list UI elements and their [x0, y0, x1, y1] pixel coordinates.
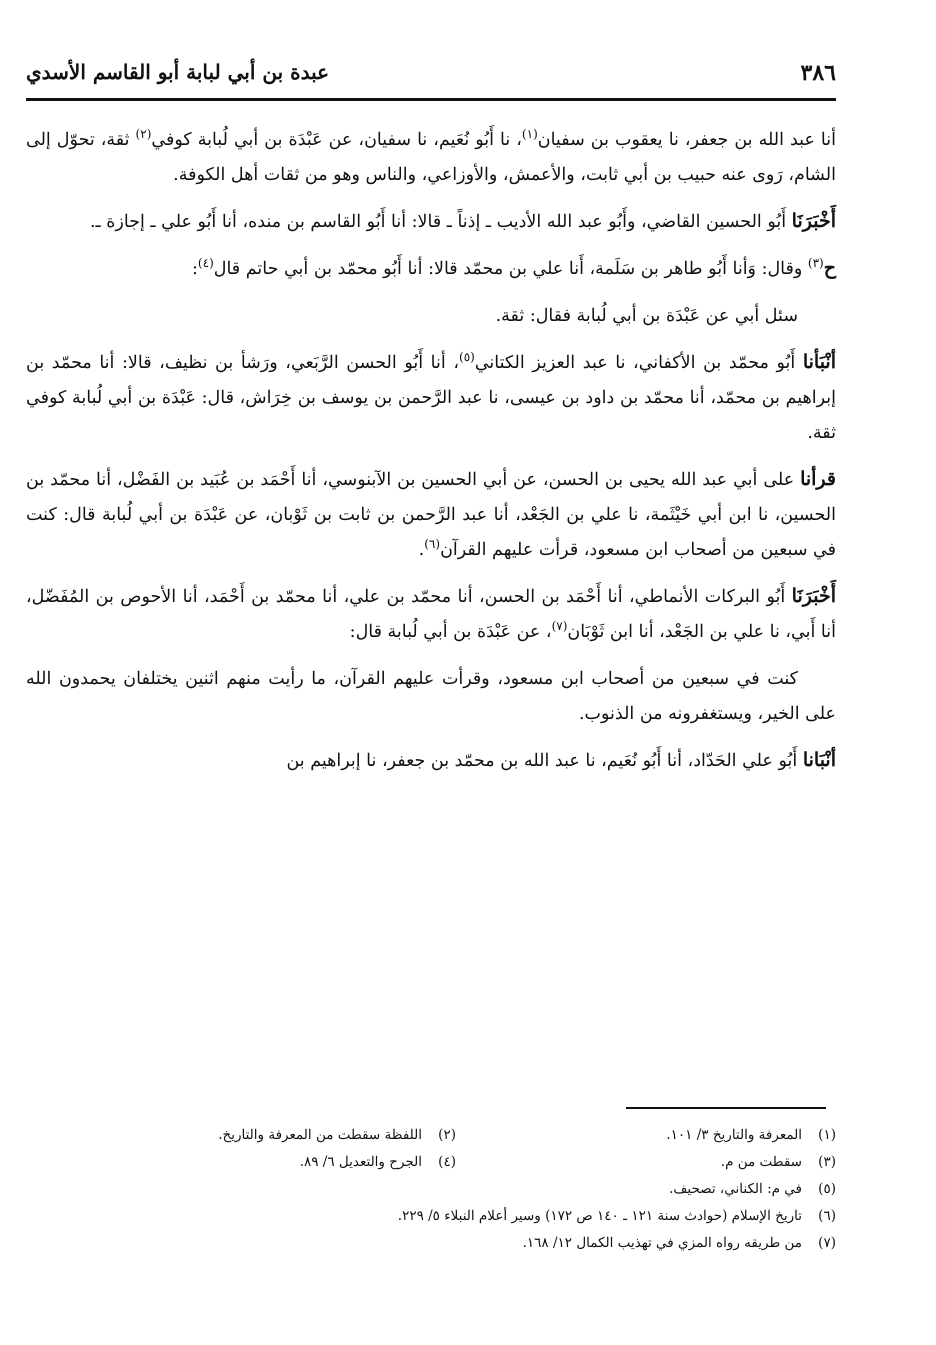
page-header — [26, 58, 836, 98]
body-text — [26, 122, 836, 790]
paragraph-text: ثقة، تحوّل إلى الشام، رَوى عنه حبيب بن أبي ثابت، والأعمش، والأوزاعي، والناس وهو من ثقات أهل الكوفة. — [26, 130, 836, 185]
footnote-5 — [669, 1176, 836, 1203]
footnote-row — [150, 1176, 836, 1203]
footnote-number: (٧) — [818, 1235, 836, 1251]
paragraph-text: . — [418, 540, 425, 560]
footnote-ref: (٧) — [551, 619, 568, 634]
paragraph-text: كنت في سبعين من أصحاب ابن مسعود، وقرأت عليهم القرآن، ما رأيت منهم اثنين يختلفان يحمدون الله على الخير، ويستغفرونه من الذنوب. — [26, 669, 836, 724]
paragraph-lead: أَخْبَرَنَا — [791, 210, 836, 232]
paragraph-text: وقال: وَأنا أَبُو طاهر بن سَلَمة، أَنا علي بن محمّد قالا: أنا أَبُو محمّد بن أبي حاتم قال — [213, 259, 808, 279]
paragraph-lead: أنْبَأنا — [802, 351, 836, 373]
footnote-number: (٢) — [438, 1127, 456, 1143]
page-number: ٣٨٦ — [800, 60, 836, 86]
footnote-row — [150, 1149, 836, 1176]
footnote-text: اللفظة سقطت من المعرفة والتاريخ. — [218, 1127, 422, 1143]
paragraph-text: ، عن عَبْدَة بن أبي لُبابة قال: — [349, 622, 552, 642]
footnote-number: (٤) — [438, 1154, 456, 1170]
footnote-row — [150, 1203, 836, 1230]
footnote-ref: (٥) — [459, 350, 475, 365]
footnote-1 — [666, 1122, 836, 1149]
footnote-text: المعرفة والتاريخ ٣/ ١٠١. — [666, 1127, 802, 1143]
footnote-row — [150, 1230, 836, 1257]
footnote-ref: (١) — [521, 127, 538, 142]
paragraph-text: أَبُو البركات الأنماطي، أنا أَحْمَد بن الحسن، أنا محمّد بن علي، أنا محمّد بن أَحْمَد، أنا الأحوص بن المُفَضّل، أنا أَبي، نا علي بن الجَعْد، أنا ابن ثَوْبَان — [26, 587, 836, 642]
paragraph-lead: أنْبَانا — [802, 749, 836, 771]
paragraph-9 — [26, 743, 836, 779]
paragraph-7 — [26, 579, 836, 650]
footnote-2 — [218, 1122, 456, 1149]
footnote-text: من طريقه رواه المزي في تهذيب الكمال ١٢/ ١٦٨. — [522, 1235, 802, 1251]
paragraph-lead: ح — [823, 257, 836, 279]
running-title: عبدة بن أبي لبابة أبو القاسم الأسدي — [26, 60, 330, 84]
paragraph-4 — [26, 298, 836, 334]
paragraph-text: أَبُو محمّد بن الأكفاني، نا عبد العزيز الكتاني — [474, 353, 803, 373]
paragraph-text: على أبي عبد الله يحيى بن الحسن، عن أبي الحسين بن الآبنوسي، أنا أَحْمَد بن عُبَيد بن الفَضْل، أنا محمّد بن الحسين، نا ابن أبي خَيْثَمة، نا علي بن الجَعْد، أنا عبد الرَّحمن بن ثابت بن ثَوْبان، عن عَبْدَة بن أبي لُبابة قال: كنت في سبعين من أصحاب ابن مسعود، قرأت عليهم القرآن — [26, 470, 836, 560]
footnote-4 — [300, 1149, 456, 1176]
footnote-3 — [721, 1149, 836, 1176]
paragraph-text: : — [192, 259, 198, 279]
paragraph-text: أَبُو علي الحَدّاد، أنا أَبُو نُعَيم، نا عبد الله بن محمّد بن جعفر، نا إبراهيم بن — [286, 751, 803, 771]
footnote-separator — [626, 1107, 826, 1109]
paragraph-8 — [26, 661, 836, 732]
paragraph-text: سئل أبي عن عَبْدَة بن أبي لُبابة فقال: ثقة. — [495, 306, 798, 326]
footnote-number: (٦) — [818, 1208, 836, 1224]
footnote-text: في م: الكناني، تصحيف. — [669, 1181, 802, 1197]
footnote-ref: (٦) — [424, 537, 441, 552]
paragraph-lead: أَخْبَرَنَا — [791, 585, 836, 607]
paragraph-lead: قرأنا — [800, 468, 836, 490]
paragraph-text: أَبُو الحسين القاضي، وأَبُو عبد الله الأديب ـ إذناً ـ قالا: أنا أَبُو القاسم بن منده، أنا أَبُو علي ـ إجازة ـ. — [89, 212, 792, 232]
paragraph-1 — [26, 122, 836, 193]
footnote-ref: (٣) — [807, 256, 824, 271]
paragraph-text: ، نا أَبُو نُعَيم، نا سفيان، عن عَبْدَة بن أبي لُبابة كوفي — [151, 130, 522, 150]
footnote-number: (٥) — [818, 1181, 836, 1197]
paragraph-3 — [26, 251, 836, 287]
footnote-ref: (٤) — [197, 256, 214, 271]
footnote-7 — [523, 1230, 836, 1257]
paragraph-text: أنا عبد الله بن جعفر، نا يعقوب بن سفيان — [537, 130, 836, 150]
footnote-6 — [398, 1203, 836, 1230]
paragraph-text: ، أنا أَبُو الحسن الرَّبَعي، ورَشأ بن نظيف، قالا: أنا محمّد بن إبراهيم بن محمّد، أنا محمّد بن داود بن عيسى، نا عبد الرَّحمن بن يوسف بن خِرَاش، قال: عَبْدَة بن أبي لُبابة كوفي ثقة. — [26, 353, 836, 443]
footnote-row — [150, 1122, 836, 1149]
paragraph-5 — [26, 345, 836, 451]
footnote-number: (٣) — [818, 1154, 836, 1170]
footnotes — [150, 1122, 836, 1257]
footnote-text: سقطت من م. — [720, 1154, 802, 1170]
paragraph-2 — [26, 204, 836, 240]
footnote-number: (١) — [818, 1127, 836, 1143]
footnote-text: تاريخ الإسلام (حوادث سنة ١٢١ ـ ١٤٠ ص ١٧٢) وسير أعلام النبلاء ٥/ ٢٢٩. — [397, 1208, 802, 1224]
paragraph-6 — [26, 462, 836, 568]
footnote-text: الجرح والتعديل ٦/ ٨٩. — [299, 1154, 422, 1170]
footnote-ref: (٢) — [135, 127, 152, 142]
header-rule — [26, 98, 836, 101]
